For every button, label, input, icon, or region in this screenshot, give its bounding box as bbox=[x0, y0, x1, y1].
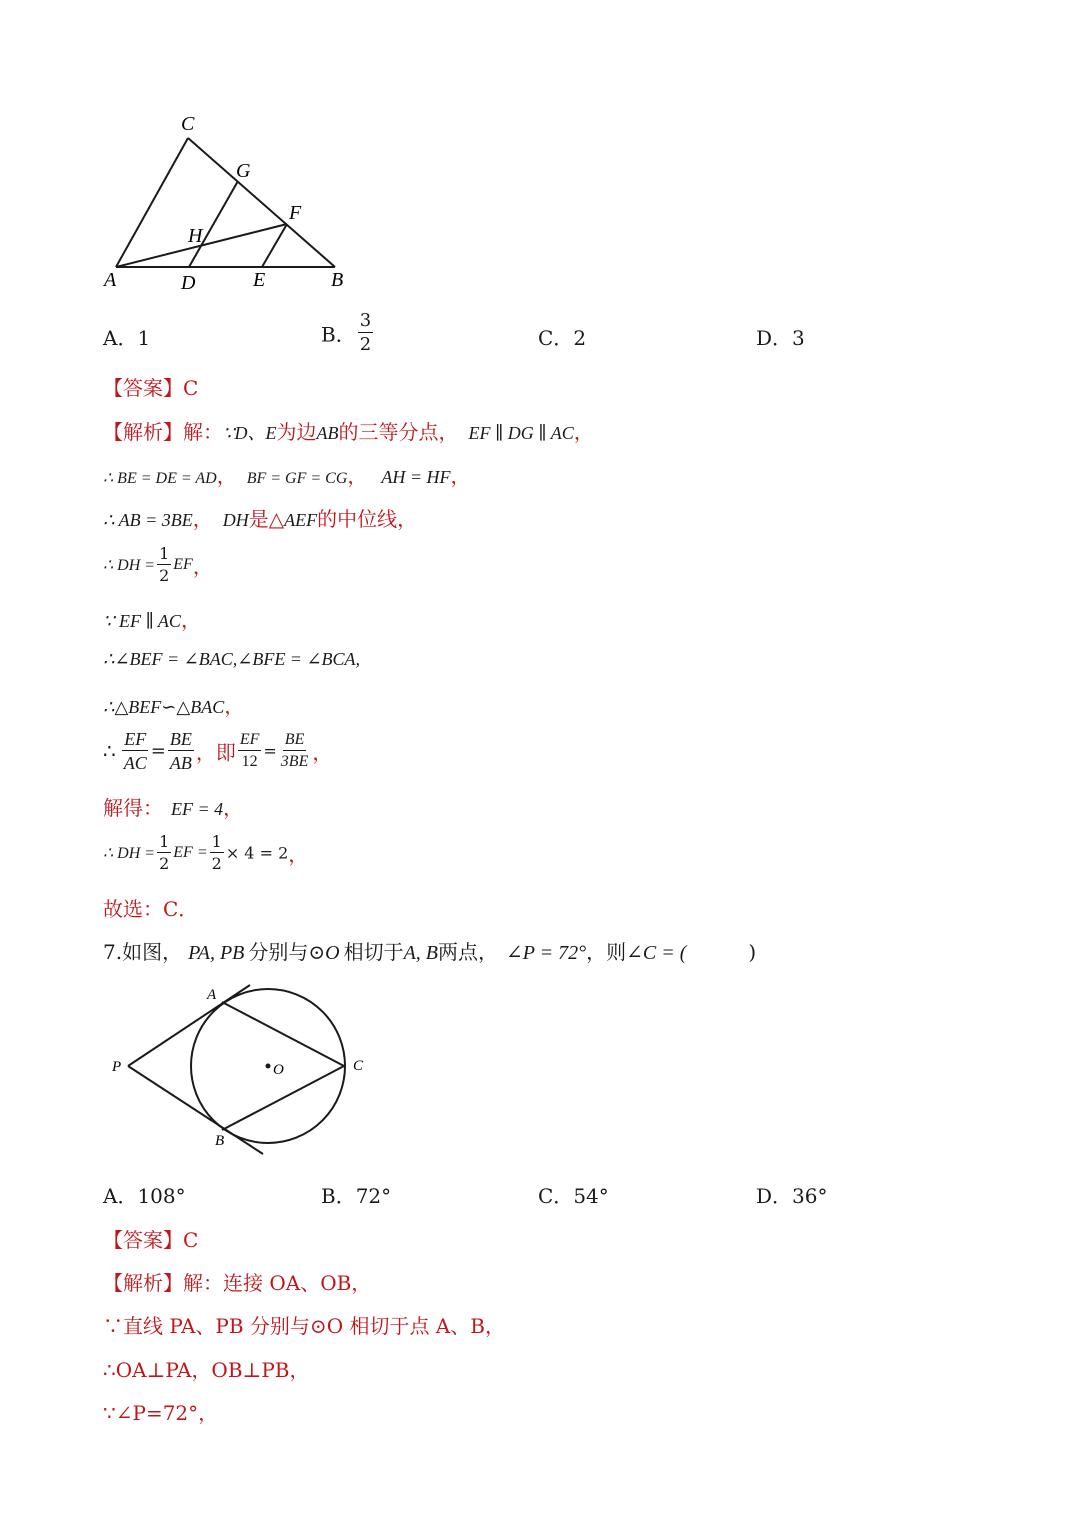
q6-option-a[interactable] bbox=[103, 322, 150, 351]
answer-label: 【答案】 bbox=[103, 1228, 183, 1252]
analysis-text: ， bbox=[192, 507, 213, 531]
q6-option-b[interactable] bbox=[321, 312, 375, 354]
label-a: A bbox=[207, 987, 217, 1003]
fraction-half-1 bbox=[157, 834, 171, 872]
analysis-text: 解： bbox=[183, 420, 223, 444]
label-g: G bbox=[236, 160, 251, 182]
analysis-text: ∵直线 PA、PB 分别与⊙O 相切于点 A、B， bbox=[103, 1314, 505, 1338]
label-f: F bbox=[289, 202, 302, 224]
fraction-numerator: 1 bbox=[159, 544, 170, 563]
q7-option-a[interactable] bbox=[103, 1180, 186, 1209]
fraction-denominator: 12 bbox=[241, 753, 258, 770]
label-a: A bbox=[104, 269, 117, 291]
q6-analysis-line-5 bbox=[103, 604, 201, 633]
label-o: O bbox=[273, 1062, 284, 1078]
math-expr: AEF bbox=[284, 510, 318, 530]
analysis-text: 为边 bbox=[276, 420, 317, 444]
q6-analysis-line-9 bbox=[103, 792, 243, 821]
option-c-label: C． bbox=[538, 326, 574, 350]
math-expr: EF ∥ DG ∥ AC bbox=[468, 423, 574, 443]
stem-text: 两点， bbox=[438, 940, 499, 964]
analysis-text: ， bbox=[216, 464, 237, 488]
stem-text: ，则 bbox=[586, 940, 627, 964]
q6-analysis-line-6 bbox=[103, 646, 360, 670]
answer-value: C bbox=[183, 1228, 199, 1252]
math-expr: = bbox=[263, 741, 277, 761]
fraction-numerator: 1 bbox=[211, 832, 222, 851]
analysis-text: 是△ bbox=[248, 507, 285, 531]
q7-option-b[interactable] bbox=[321, 1180, 391, 1209]
q6-analysis-line-7 bbox=[103, 690, 244, 719]
fraction-half bbox=[157, 546, 171, 584]
option-b-fraction bbox=[358, 312, 373, 354]
stem-text: 相切于 bbox=[343, 940, 404, 964]
fraction-numerator: BE bbox=[283, 732, 307, 751]
option-a-label: A． bbox=[103, 1184, 138, 1208]
analysis-text: ， bbox=[450, 464, 471, 488]
math-expr: ∴ DH = bbox=[103, 845, 156, 862]
fraction-be-3be bbox=[279, 732, 311, 770]
analysis-text: 的中位线， bbox=[317, 507, 418, 531]
math-expr: × 4 = 2 bbox=[225, 843, 289, 863]
q7-analysis-line-3 bbox=[103, 1354, 310, 1383]
fraction-ef-12 bbox=[238, 732, 262, 770]
fraction-denominator: 2 bbox=[159, 566, 170, 585]
fraction-denominator: 2 bbox=[211, 854, 222, 873]
option-c-value: 54° bbox=[573, 1184, 609, 1208]
label-c: C bbox=[181, 113, 195, 135]
q6-analysis-line-11 bbox=[103, 893, 198, 922]
math-expr: ⊙O bbox=[308, 942, 340, 964]
math-expr: BF = GF = CG bbox=[246, 470, 348, 487]
analysis-text: ，即 bbox=[195, 740, 236, 765]
q6-analysis-line-2 bbox=[103, 460, 471, 489]
analysis-text: ， bbox=[180, 608, 201, 632]
analysis-text: ， bbox=[347, 464, 368, 488]
label-h: H bbox=[188, 225, 203, 247]
math-expr: AH = HF bbox=[381, 467, 451, 487]
math-expr: AB bbox=[316, 423, 339, 443]
q6-analysis-line-4 bbox=[103, 546, 213, 584]
math-expr: ∵ EF ∥ AC bbox=[103, 611, 181, 631]
analysis-text: ， bbox=[288, 842, 309, 867]
analysis-text: ， bbox=[192, 554, 213, 579]
math-expr: ∴ bbox=[103, 739, 116, 763]
math-expr: A, B bbox=[403, 942, 439, 964]
math-expr: DH bbox=[222, 510, 249, 530]
label-p: P bbox=[112, 1059, 122, 1075]
option-d-value: 36° bbox=[792, 1184, 828, 1208]
fraction-numerator: EF bbox=[238, 732, 262, 751]
label-b: B bbox=[215, 1133, 225, 1149]
analysis-text: ， bbox=[573, 420, 594, 444]
q7-option-d[interactable] bbox=[756, 1180, 828, 1209]
q6-option-d[interactable] bbox=[756, 322, 805, 351]
fraction-numerator: 3 bbox=[359, 310, 372, 331]
q6-analysis-line-8 bbox=[103, 730, 332, 772]
fraction-numerator: 1 bbox=[159, 832, 170, 851]
answer-value: C bbox=[183, 376, 199, 400]
math-expr: ∴∠BEF = ∠BAC,∠BFE = ∠BCA, bbox=[103, 649, 361, 669]
fraction-numerator: EF bbox=[124, 729, 147, 749]
analysis-text: 的三等分点， bbox=[338, 420, 459, 444]
math-expr: ∠C = ( bbox=[626, 942, 687, 964]
analysis-text: ， bbox=[223, 796, 244, 820]
q7-answer bbox=[103, 1224, 198, 1253]
math-expr: EF = bbox=[173, 844, 208, 861]
fraction-denominator: AC bbox=[123, 753, 147, 773]
stem-text: 7.如图， bbox=[103, 940, 183, 964]
q6-answer bbox=[103, 372, 198, 401]
label-d: D bbox=[181, 272, 196, 294]
label-c: C bbox=[353, 1058, 364, 1074]
option-d-value: 3 bbox=[792, 326, 805, 350]
math-expr: PA, PB bbox=[188, 942, 245, 964]
fraction-denominator: 2 bbox=[359, 334, 372, 355]
analysis-label: 【解析】 bbox=[103, 420, 183, 444]
q7-analysis-line-1 bbox=[103, 1267, 371, 1296]
stem-text: 分别与 bbox=[248, 940, 309, 964]
math-expr: ∴ AB = 3BE bbox=[103, 510, 193, 530]
fraction-denominator: 3BE bbox=[280, 753, 309, 770]
analysis-text: 故选：C． bbox=[103, 897, 199, 921]
analysis-text: ∴OA⊥PA，OB⊥PB， bbox=[103, 1358, 310, 1382]
analysis-text: ， bbox=[312, 740, 333, 765]
math-expr: ∵D、E bbox=[223, 423, 277, 443]
option-d-label: D． bbox=[756, 326, 793, 350]
q7-option-c[interactable] bbox=[538, 1180, 609, 1209]
q7-analysis-line-2 bbox=[103, 1310, 505, 1339]
option-c-value: 2 bbox=[573, 326, 587, 350]
answer-label: 【答案】 bbox=[103, 376, 183, 400]
option-b-label: B． bbox=[321, 1184, 356, 1208]
option-a-value: 1 bbox=[137, 326, 151, 350]
fraction-denominator: 2 bbox=[159, 854, 170, 873]
math-expr: ∴ BE = DE = AD bbox=[103, 470, 217, 487]
q7-analysis-line-4 bbox=[103, 1397, 218, 1426]
analysis-text: ， bbox=[224, 694, 245, 718]
analysis-text: 解得： bbox=[103, 796, 163, 820]
analysis-text: 解：连接 OA、OB， bbox=[183, 1271, 372, 1295]
triangle-figure bbox=[0, 0, 400, 300]
circle-tangent-figure bbox=[0, 960, 400, 1170]
math-expr: EF = 4 bbox=[171, 799, 224, 819]
stem-text: ) bbox=[748, 940, 757, 964]
math-expr: = bbox=[150, 740, 166, 762]
option-b-value: 72° bbox=[355, 1184, 392, 1208]
math-expr: ∴ DH = bbox=[103, 557, 156, 574]
q6-analysis-line-1 bbox=[103, 416, 594, 445]
fraction-half-2 bbox=[210, 834, 224, 872]
analysis-label: 【解析】 bbox=[103, 1271, 183, 1295]
option-c-label: C． bbox=[538, 1184, 574, 1208]
fraction-numerator: BE bbox=[169, 729, 192, 749]
fraction-be-ab bbox=[168, 730, 194, 772]
fraction-ef-ac bbox=[122, 730, 149, 772]
math-expr: EF bbox=[173, 556, 193, 573]
math-expr: ∠P = 72° bbox=[506, 942, 587, 964]
fraction-denominator: AB bbox=[169, 753, 192, 773]
label-e: E bbox=[253, 269, 266, 291]
option-a-label: A． bbox=[103, 326, 138, 350]
label-b: B bbox=[331, 269, 344, 291]
option-d-label: D． bbox=[756, 1184, 793, 1208]
q6-option-c[interactable] bbox=[538, 322, 586, 351]
q6-analysis-line-10 bbox=[103, 834, 308, 872]
q6-analysis-line-3 bbox=[103, 503, 417, 532]
option-b-label: B． bbox=[321, 322, 356, 347]
analysis-text: ∵∠P=72°， bbox=[103, 1401, 219, 1425]
math-expr: ∴△BEF∽△BAC bbox=[103, 697, 225, 717]
option-a-value: 108° bbox=[137, 1184, 186, 1208]
